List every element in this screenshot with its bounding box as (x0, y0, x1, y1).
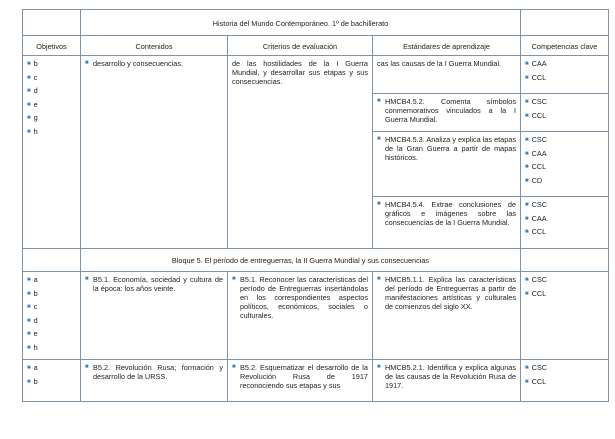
block-title: Bloque 5. El período de entreguerras, la II Guerra Mundial y sus consecuencias (81, 249, 521, 272)
table-row (23, 360, 609, 402)
list-item: ■ CSC (525, 275, 548, 284)
list-item: ■ e (27, 329, 38, 338)
bullet-icon: ■ (232, 276, 236, 282)
bullet-icon: ■ (525, 202, 529, 208)
header-objetivos: Objetivos (23, 36, 81, 56)
list-item: ■ g (27, 113, 38, 122)
bullet-icon: ■ (377, 276, 381, 282)
bullet-icon: ■ (27, 290, 31, 297)
list-item: ■ a (27, 275, 38, 284)
estandar-cell: ■ HMCB5.1.1. Explica las características del período de Entreguerras a partir de manifestaciones artísticas y culturales de comienzos del siglo XX. (373, 272, 521, 360)
bullet-icon: ■ (525, 277, 529, 283)
criterios-cell: ■ B5.2. Esquematizar el desarrollo de la Revolución Rusa de 1917 reconociendo sus etapas y sus (228, 360, 373, 402)
list-item: ■ c (27, 302, 38, 311)
bullet-icon: ■ (525, 99, 529, 105)
competencias-cell (521, 197, 609, 249)
bullet-icon: ■ (27, 317, 31, 324)
list-item: ■ b (27, 59, 38, 68)
bullet-icon: ■ (377, 98, 381, 104)
bullet-icon: ■ (27, 378, 31, 385)
bullet-icon: ■ (525, 378, 529, 385)
bullet-icon: ■ (377, 201, 381, 207)
list-item: ■ CSC (525, 97, 548, 106)
bullet-icon: ■ (525, 290, 529, 297)
bullet-icon: ■ (27, 344, 31, 351)
block-empty-cell (521, 249, 609, 272)
table-row (23, 56, 609, 94)
bullet-icon: ■ (27, 88, 31, 94)
bullet-icon: ■ (525, 150, 529, 157)
bullet-icon: ■ (27, 128, 31, 135)
bullet-icon: ■ (27, 331, 31, 337)
contenidos-cell: ■ B5.2. Revolución Rusa; formación y desarrollo de la URSS. (81, 360, 228, 402)
table-title: Historia del Mundo Contemporáneo. 1º de bachillerato (81, 10, 521, 36)
bullet-icon: ■ (377, 364, 381, 370)
bullet-icon: ■ (377, 136, 381, 142)
competencias-cell (521, 132, 609, 197)
criterios-cell: de las hostilidades de la I Guerra Mundial, y desarrollar sus etapas y sus consecuencias. (228, 56, 373, 249)
list-item: ■ CSC (525, 200, 548, 209)
bullet-icon: ■ (85, 60, 89, 66)
list-item: ■ h (27, 126, 38, 136)
list-item: ■ b (27, 288, 38, 298)
estandar-cell: ■ HMCB4.5.3. Analiza y explica las etapas de la Gran Guerra a partir de mapas históricos. (373, 132, 521, 197)
column-header-row (23, 36, 609, 56)
bullet-icon: ■ (525, 365, 529, 371)
estandar-cell: ■ HMCB5.2.1. Identifica y explica algunas de las causas de la Revolución Rusa de 1917. (373, 360, 521, 402)
contenidos-cell: ■ desarrollo y consecuencias. (81, 56, 228, 249)
header-estandares: Estándares de aprendizaje (373, 36, 521, 56)
bullet-icon: ■ (525, 137, 529, 143)
list-item: ■ h (27, 342, 38, 352)
bullet-icon: ■ (525, 74, 529, 81)
bullet-icon: ■ (525, 112, 529, 119)
list-item: ■ CAA (525, 213, 547, 223)
list-item: ■ CCL (525, 376, 547, 386)
bullet-icon: ■ (27, 101, 31, 108)
list-item: ■ CAA (525, 148, 547, 158)
title-empty-cell (521, 10, 609, 36)
bullet-icon: ■ (525, 177, 529, 184)
block-empty-cell (23, 249, 81, 272)
bullet-icon: ■ (525, 229, 529, 235)
bullet-icon: ■ (27, 277, 31, 283)
competencias-cell (521, 94, 609, 132)
estandar-cell: ■ HMCB4.5.2. Comenta símbolos conmemorativos vinculados a la I Guerra Mundial. (373, 94, 521, 132)
list-item: ■ CCL (525, 227, 547, 236)
bullet-icon: ■ (85, 364, 89, 370)
competencias-cell (521, 272, 609, 360)
title-row (23, 10, 609, 36)
criterios-cell: ■ B5.1. Reconocer las características del período de Entreguerras insertándolas en los correspondientes aspectos políticos, económicos, sociales o culturales. (228, 272, 373, 360)
competencias-cell (521, 56, 609, 94)
list-item: ■ CAA (525, 59, 547, 68)
list-item: ■ CSC (525, 135, 548, 144)
contenidos-cell: ■ B5.1. Economía, sociedad y cultura de la época: los años veinte. (81, 272, 228, 360)
bullet-icon: ■ (525, 61, 529, 67)
curriculum-table (22, 9, 609, 402)
list-item: ■ CCL (525, 288, 547, 298)
bullet-icon: ■ (27, 74, 31, 81)
competencias-cell (521, 360, 609, 402)
header-contenidos: Contenidos (81, 36, 228, 56)
bullet-icon: ■ (27, 115, 31, 121)
list-item: ■ c (27, 72, 38, 82)
list-item: ■ CD (525, 175, 543, 185)
bullet-icon: ■ (27, 304, 31, 310)
estandar-cell: ■ HMCB4.5.4. Extrae conclusiones de gráficos e imágenes sobre las consecuencias de la I Guerra Mundial. (373, 197, 521, 249)
bullet-icon: ■ (27, 61, 31, 67)
bullet-icon: ■ (525, 215, 529, 222)
bullet-icon: ■ (85, 276, 89, 282)
table-row (23, 272, 609, 360)
list-item: ■ CCL (525, 110, 547, 120)
objetivos-cell (23, 56, 81, 249)
list-item: ■ CCL (525, 72, 547, 82)
bullet-icon: ■ (232, 364, 236, 370)
estandar-cell: cas las causas de la I Guerra Mundial. (373, 56, 521, 94)
bullet-icon: ■ (27, 365, 31, 371)
block-header-row (23, 249, 609, 272)
list-item: ■ a (27, 363, 38, 372)
list-item: ■ d (27, 86, 38, 95)
list-item: ■ CCL (525, 162, 547, 171)
list-item: ■ e (27, 99, 38, 109)
list-item: ■ b (27, 376, 38, 386)
objetivos-cell (23, 272, 81, 360)
objetivos-cell (23, 360, 81, 402)
list-item: ■ d (27, 315, 38, 325)
header-competencias: Competencias clave (521, 36, 609, 56)
list-item: ■ CSC (525, 363, 548, 372)
bullet-icon: ■ (525, 164, 529, 170)
title-empty-cell (23, 10, 81, 36)
header-criterios: Criterios de evaluación (228, 36, 373, 56)
